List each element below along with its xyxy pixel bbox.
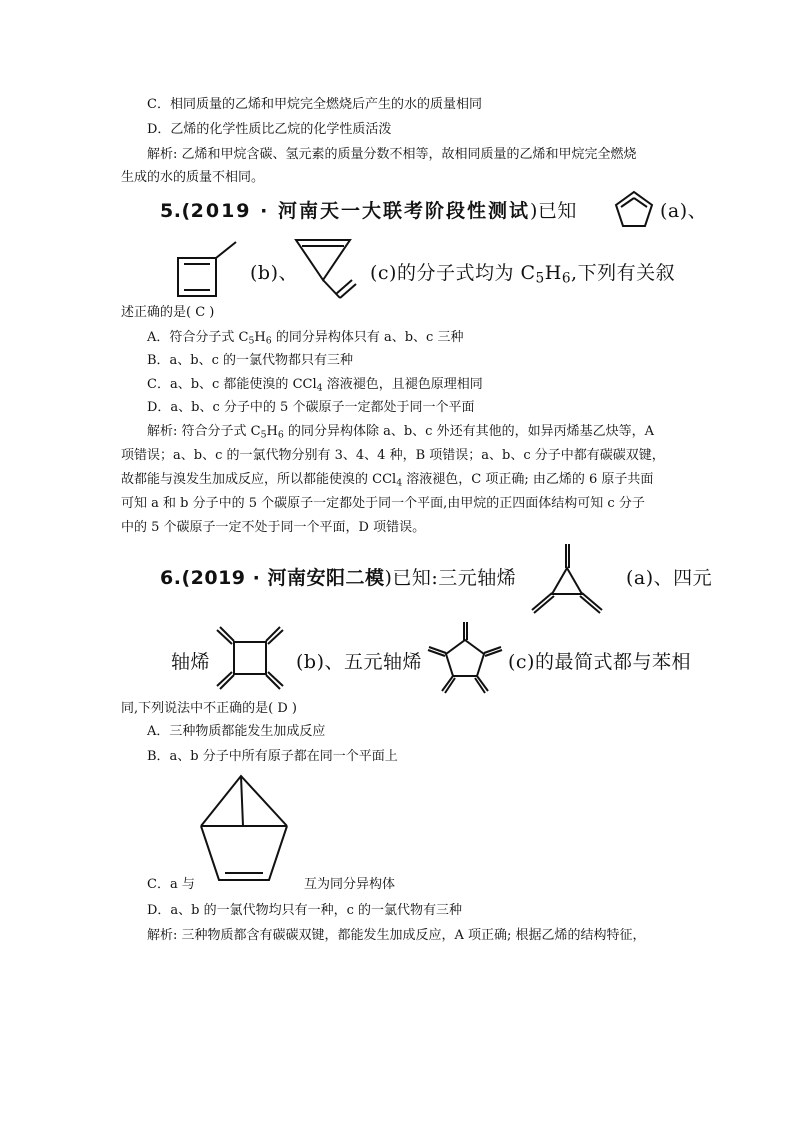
prev-analysis-line-1: 解析: 乙烯和甲烷含碳、氢元素的质量分数不相等，故相同质量的乙烯和甲烷完全燃烧 xyxy=(147,147,637,162)
q5-prefix: 5.( xyxy=(160,200,191,222)
cyclopentadiene-structure-a xyxy=(612,188,656,232)
prev-option-d: D．乙烯的化学性质比乙烷的化学性质活泼 xyxy=(147,122,392,137)
q5-formula-sub-6: 6 xyxy=(561,270,572,287)
q5-analysis-line-1 xyxy=(147,423,654,441)
pentamethylenecyclopentane-structure-c xyxy=(424,618,506,700)
q5-option-b: B．a、b、c 的一氯代物都只有三种 xyxy=(147,353,354,368)
tricyclic-isomer-structure xyxy=(195,772,295,890)
q5-formula-h: H xyxy=(544,262,562,284)
q5-analysis-1-sub2: 6 xyxy=(277,429,284,441)
q5-option-a-post: 的同分异构体只有 a、b、c 三种 xyxy=(271,330,464,345)
q5-label-a: (a)、 xyxy=(660,200,708,222)
q6-header xyxy=(160,566,516,590)
q5-option-a-sub1: 5 xyxy=(248,335,255,347)
q6-label-c: (c)的最简式都与苯相 xyxy=(508,651,691,673)
vinylcyclopropene-structure-c xyxy=(290,236,360,308)
q5-option-c-pre: C．a、b、c 都能使溴的 CCl xyxy=(147,377,317,392)
q5-analysis-line-2: 项错误；a、b、c 的一氯代物分别有 3、4、4 种，B 项错误；a、b、c 分子中都有碳碳双键， xyxy=(121,448,665,463)
prev-analysis-line-2: 生成的水的质量不相同。 xyxy=(121,170,265,185)
q5-analysis-1-h: H xyxy=(266,424,278,439)
q5-analysis-3-pre: 故都能与溴发生加成反应，所以都能使溴的 CCl xyxy=(121,472,397,487)
q5-analysis-line-4: 可知 a 和 b 分子中的 5 个碳原子一定都处于同一个平面,由甲烷的正四面体结构可知 c 分子 xyxy=(121,496,645,511)
q5-analysis-1-pre: 解析: 符合分子式 C xyxy=(147,424,261,439)
q6-continuation-answer: 同,下列说法中不正确的是( D ) xyxy=(121,701,297,716)
q5-label-c-post: ,下列有关叙 xyxy=(571,262,676,284)
q6-option-d: D．a、b 的一氯代物均只有一种，c 的一氯代物有三种 xyxy=(147,903,463,918)
q5-option-a-pre: A．符合分子式 C xyxy=(147,330,249,345)
q5-label-c xyxy=(370,261,675,285)
q5-header xyxy=(160,199,577,223)
q5-analysis-line-3 xyxy=(121,471,653,489)
q5-option-c xyxy=(147,376,483,394)
tetramethylenecyclobutane-structure-b xyxy=(212,620,288,696)
q6-option-a: A．三种物质都能发生加成反应 xyxy=(147,724,326,739)
q5-option-c-sub: 4 xyxy=(316,382,323,394)
q5-label-b: (b)、 xyxy=(250,262,298,284)
q6-source: 2019 · 河南安阳二模 xyxy=(190,567,385,589)
q6-label-a: (a)、四元 xyxy=(626,567,713,589)
q5-option-c-post: 溶液褪色，且褪色原理相同 xyxy=(322,377,483,392)
q6-prefix: 6.( xyxy=(160,567,191,589)
q6-option-c-post: 互为同分异构体 xyxy=(304,877,396,892)
q5-analysis-1-sub1: 5 xyxy=(260,429,267,441)
q6-option-c-pre: C．a 与 xyxy=(147,877,195,892)
q6-analysis: 解析: 三种物质都含有碳碳双键，都能发生加成反应，A 项正确; 根据乙烯的结构特征， xyxy=(147,928,646,943)
q6-option-b: B．a、b 分子中所有原子都在同一个平面上 xyxy=(147,749,398,764)
q5-option-d: D．a、b、c 分子中的 5 个碳原子一定都处于同一个平面 xyxy=(147,400,475,415)
q5-analysis-line-5: 中的 5 个碳原子一定不处于同一个平面，D 项错误。 xyxy=(121,520,426,535)
q5-analysis-3-post: 溶液褪色，C 项正确; 由乙烯的 6 原子共面 xyxy=(402,472,654,487)
q5-suffix: )已知 xyxy=(529,200,577,222)
methylcyclobutadiene-structure-b xyxy=(172,238,242,300)
q6-label-b: (b)、五元轴烯 xyxy=(296,651,422,673)
q5-continuation-answer: 述正确的是( C ) xyxy=(121,305,215,320)
q6-suffix: )已知:三元轴烯 xyxy=(384,567,517,589)
q5-option-a-sub2: 6 xyxy=(265,335,272,347)
q5-source: 2019 · 河南天一大联考阶段性测试 xyxy=(190,200,530,222)
q6-word-axialene: 轴烯 xyxy=(171,651,211,673)
q5-analysis-1-post: 的同分异构体除 a、b、c 外还有其他的，如异丙烯基乙炔等，A xyxy=(283,424,654,439)
trimethylenecyclopropane-structure-a xyxy=(522,540,612,618)
q5-formula-sub-5: 5 xyxy=(535,270,545,287)
q5-label-c-text: (c)的分子式均为 C xyxy=(370,262,536,284)
prev-option-c: C．相同质量的乙烯和甲烷完全燃烧后产生的水的质量相同 xyxy=(147,97,482,112)
q5-option-a-h: H xyxy=(254,330,266,345)
q5-option-a xyxy=(147,329,463,347)
q5-analysis-3-sub: 4 xyxy=(396,477,403,489)
